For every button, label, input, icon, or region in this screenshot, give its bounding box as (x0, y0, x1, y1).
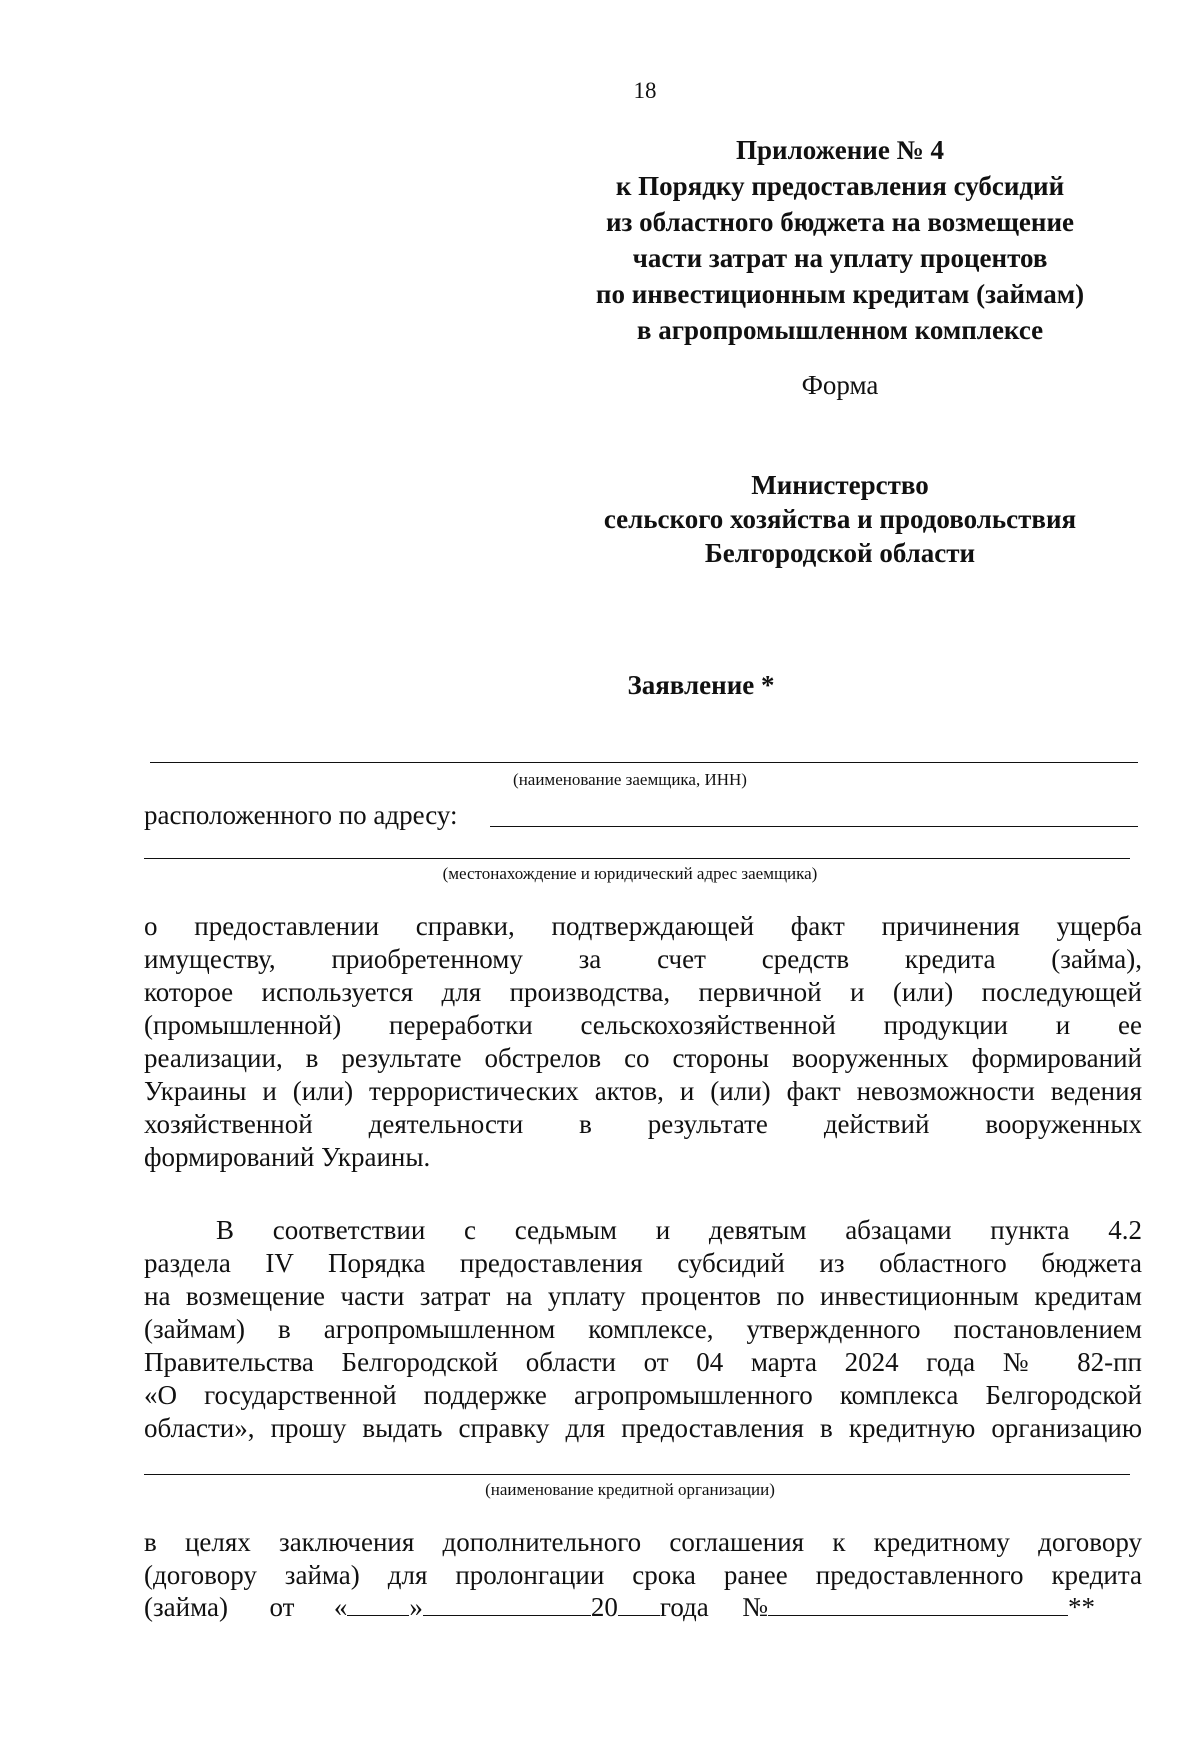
credit-org-line (144, 1474, 1130, 1475)
address-label: расположенного по адресу: (144, 800, 458, 830)
credit-org-caption: (наименование кредитной организации) (485, 1480, 775, 1499)
document-title: Заявление * (627, 670, 775, 700)
recipient-line: Белгородской области (704, 538, 976, 568)
text-line: Правительства Белгородской области от 04 марта 2024 года № 82-пп (144, 1347, 1142, 1377)
borrower-name-line (150, 762, 1138, 763)
number-sign: № (742, 1592, 769, 1622)
year-word: года (659, 1592, 709, 1622)
from-word: от (269, 1592, 295, 1622)
loan-prefix: (займа) (144, 1592, 228, 1622)
appendix-line: по инвестиционным кредитам (займам) (595, 279, 1085, 309)
appendix-heading (560, 132, 1120, 348)
page-number: 18 (633, 78, 657, 103)
agreement-date-row (144, 1592, 1142, 1623)
appendix-line: из областного бюджета на возмещение (606, 207, 1074, 237)
appendix-line: к Порядку предоставления субсидий (615, 171, 1065, 201)
text-line: реализации, в результате обстрелов со стороны вооруженных формирований (144, 1043, 1142, 1073)
text-line: области», прошу выдать справку для предоставления в кредитную организацию (144, 1413, 1142, 1443)
footnote-mark: ** (1068, 1592, 1096, 1622)
address-second-line (144, 858, 1130, 859)
text-line: хозяйственной деятельности в результате действий вооруженных (144, 1109, 1142, 1139)
address-blank-line (490, 826, 1138, 827)
year-blank (618, 1593, 660, 1616)
text-line: раздела IV Порядка предоставления субсидий из областного бюджета (144, 1248, 1142, 1278)
recipient-block (560, 468, 1120, 570)
text-line: (договору займа) для пролонгации срока ранее предоставленного кредита (144, 1560, 1142, 1590)
address-caption: (местонахождение и юридический адрес заемщика) (442, 864, 818, 883)
appendix-line: Приложение № 4 (736, 135, 944, 165)
recipient-line: Министерство (751, 470, 929, 500)
text-line: имуществу, приобретенному за счет средств кредита (займа), (144, 944, 1142, 974)
paragraph-purpose (144, 910, 1142, 1174)
agreement-number-blank (768, 1593, 1068, 1616)
recipient-line: сельского хозяйства и продовольствия (603, 504, 1077, 534)
form-label: Форма (801, 370, 879, 400)
year-prefix: 20 (590, 1592, 618, 1622)
text-line: (промышленной) переработки сельскохозяйственной продукции и ее (144, 1010, 1142, 1040)
borrower-caption: (наименование заемщика, ИНН) (513, 770, 747, 789)
address-row (144, 800, 458, 831)
paragraph-request (144, 1214, 1142, 1445)
text-line: Украины и (или) террористических актов, и (или) факт невозможности ведения (144, 1076, 1142, 1106)
appendix-line: части затрат на уплату процентов (632, 243, 1048, 273)
text-line: в целях заключения дополнительного соглашения к кредитному договору (144, 1527, 1142, 1557)
quote-open: « (333, 1592, 348, 1622)
text-line: «О государственной поддержке агропромышленного комплекса Белгородской (144, 1380, 1142, 1410)
month-blank (423, 1593, 591, 1616)
text-line: В соответствии с седьмым и девятым абзацами пункта 4.2 (216, 1215, 1142, 1245)
appendix-line: в агропромышленном комплексе (636, 315, 1044, 345)
quote-close: » (409, 1592, 423, 1622)
day-blank (347, 1593, 409, 1616)
text-line: формирований Украины. (144, 1142, 431, 1172)
text-line: (займам) в агропромышленном комплексе, утвержденного постановлением (144, 1314, 1142, 1344)
text-line: на возмещение части затрат на уплату процентов по инвестиционным кредитам (144, 1281, 1142, 1311)
text-line: которое используется для производства, первичной и (или) последующей (144, 977, 1142, 1007)
text-line: о предоставлении справки, подтверждающей факт причинения ущерба (144, 911, 1142, 941)
paragraph-purpose-agreement (144, 1526, 1142, 1592)
